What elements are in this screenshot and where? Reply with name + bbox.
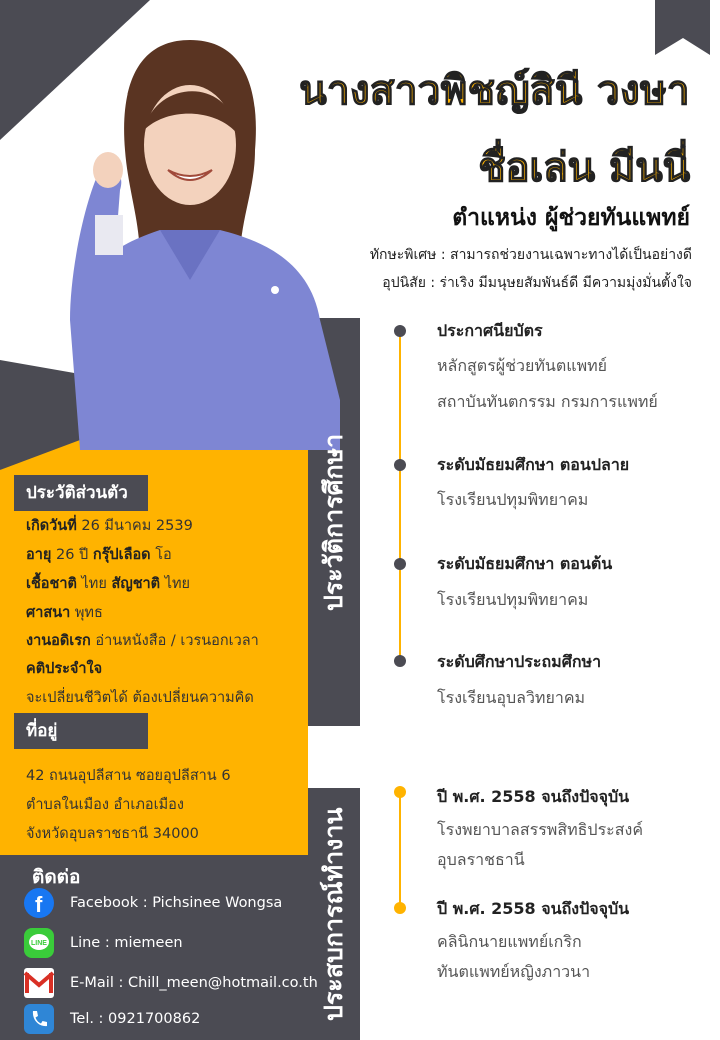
education-item-detail: หลักสูตรผู้ช่วยทันตแพทย์ <box>437 356 608 375</box>
education-item-detail: โรงเรียนปทุมพิทยาคม <box>437 590 589 609</box>
special-skill: ทักษะพิเศษ : สามารถช่วยงานเฉพาะทางได้เป็นอย่างดี <box>369 247 692 263</box>
timeline-dot <box>394 902 406 914</box>
experience-item-detail: อุบลราชธานี <box>437 850 525 869</box>
svg-text:LINE: LINE <box>31 940 47 947</box>
full-name: นางสาวพิชญ์สินี วงษา <box>299 68 690 114</box>
timeline-dot <box>394 459 406 471</box>
hobby <box>26 629 259 652</box>
facebook-row[interactable] <box>24 888 282 918</box>
experience-item-title: ปี พ.ศ. 2558 จนถึงปัจจุบัน <box>437 787 630 806</box>
motto-label: คติประจำใจ <box>26 661 103 677</box>
experience-item-detail: คลินิกนายแพทย์เกริก <box>437 932 582 951</box>
facebook-text: Facebook : Pichsinee Wongsa <box>70 895 283 911</box>
timeline-dot <box>394 325 406 337</box>
birth-label: เกิดวันที่ <box>26 518 77 534</box>
education-item-title: ระดับมัธยมศึกษา ตอนต้น <box>437 554 613 573</box>
hobby-label: งานอดิเรก <box>26 633 91 649</box>
religion-label: ศาสนา <box>26 605 71 621</box>
experience-item-detail: โรงพยาบาลสรรพสิทธิประสงค์ <box>437 820 644 839</box>
address-line-3: จังหวัดอุบลราชธานี 34000 <box>26 826 199 842</box>
education-item-detail: โรงเรียนปทุมพิทยาคม <box>437 490 589 509</box>
address-heading: ที่อยู่ <box>14 713 148 749</box>
timeline-dot <box>394 786 406 798</box>
blood-value: โอ <box>150 547 172 563</box>
experience-timeline-line <box>399 796 401 911</box>
timeline-dot <box>394 558 406 570</box>
nationality-value: ไทย <box>160 576 191 592</box>
svg-text:f: f <box>35 892 43 917</box>
education-item-title: ระดับศึกษาประถมศึกษา <box>437 652 602 671</box>
gmail-icon <box>24 968 54 998</box>
line-row[interactable] <box>24 928 183 958</box>
line-text: Line : miemeen <box>70 935 183 951</box>
line-icon <box>24 928 54 958</box>
phone-text: Tel. : 0921700862 <box>70 1011 201 1027</box>
address-line-2: ตำบลในเมือง อำเภอเมือง <box>26 797 184 813</box>
race-label: เชื้อชาติ <box>26 576 77 592</box>
nickname: ชื่อเล่น มีนนี่ <box>478 145 690 191</box>
experience-item-detail: ทันตแพทย์หญิงภาวนา <box>437 962 591 981</box>
personal-info-heading: ประวัติส่วนตัว <box>14 475 148 511</box>
position-title: ตำแหน่ง ผู้ช่วยทันแพทย์ <box>452 205 690 231</box>
age-label: อายุ <box>26 547 52 563</box>
birth-value: 26 มีนาคม 2539 <box>76 518 193 534</box>
address-line-1: 42 ถนนอุปลีสาน ซอยอุปลีสาน 6 <box>26 768 231 784</box>
timeline-dot <box>394 655 406 667</box>
phone-icon <box>24 1004 54 1034</box>
education-item-title: ระดับมัธยมศึกษา ตอนปลาย <box>437 455 630 474</box>
personality: อุปนิสัย : ร่าเริง มีมนุษยสัมพันธ์ดี มีความมุ่งมั่นตั้งใจ <box>382 275 692 291</box>
education-section-title: ประวัติการศึกษา <box>319 433 348 611</box>
education-item-detail: สถาบันทันตกรรม กรมการแพทย์ <box>437 392 658 411</box>
facebook-icon <box>24 888 54 918</box>
race-value: ไทย <box>76 576 112 592</box>
motto-label-row <box>26 657 102 680</box>
phone-row[interactable] <box>24 1004 200 1034</box>
religion <box>26 601 103 624</box>
age-value: 26 ปี <box>51 547 93 563</box>
birth-date <box>26 514 193 537</box>
hobby-value: อ่านหนังสือ / เวรนอกเวลา <box>90 633 259 649</box>
nationality-label: สัญชาติ <box>111 576 161 592</box>
experience-section-title: ประสบการณ์ทำงาน <box>319 807 348 1021</box>
education-item-title: ประกาศนียบัตร <box>437 321 543 340</box>
education-item-detail: โรงเรียนอุบลวิทยาคม <box>437 688 586 707</box>
race-nationality <box>26 572 190 595</box>
blood-label: กรุ๊ปเลือด <box>92 547 151 563</box>
experience-item-title: ปี พ.ศ. 2558 จนถึงปัจจุบัน <box>437 899 630 918</box>
email-row[interactable] <box>24 968 318 998</box>
religion-value: พุทธ <box>70 605 103 621</box>
education-timeline-line <box>399 332 401 662</box>
top-right-ribbon <box>655 0 710 55</box>
email-text: E-Mail : Chill_meen@hotmail.co.th <box>70 975 318 991</box>
contact-heading: ติดต่อ <box>32 866 81 888</box>
age-blood <box>26 543 172 566</box>
motto-value: จะเปลี่ยนชีวิตได้ ต้องเปลี่ยนความคิด <box>26 690 254 706</box>
